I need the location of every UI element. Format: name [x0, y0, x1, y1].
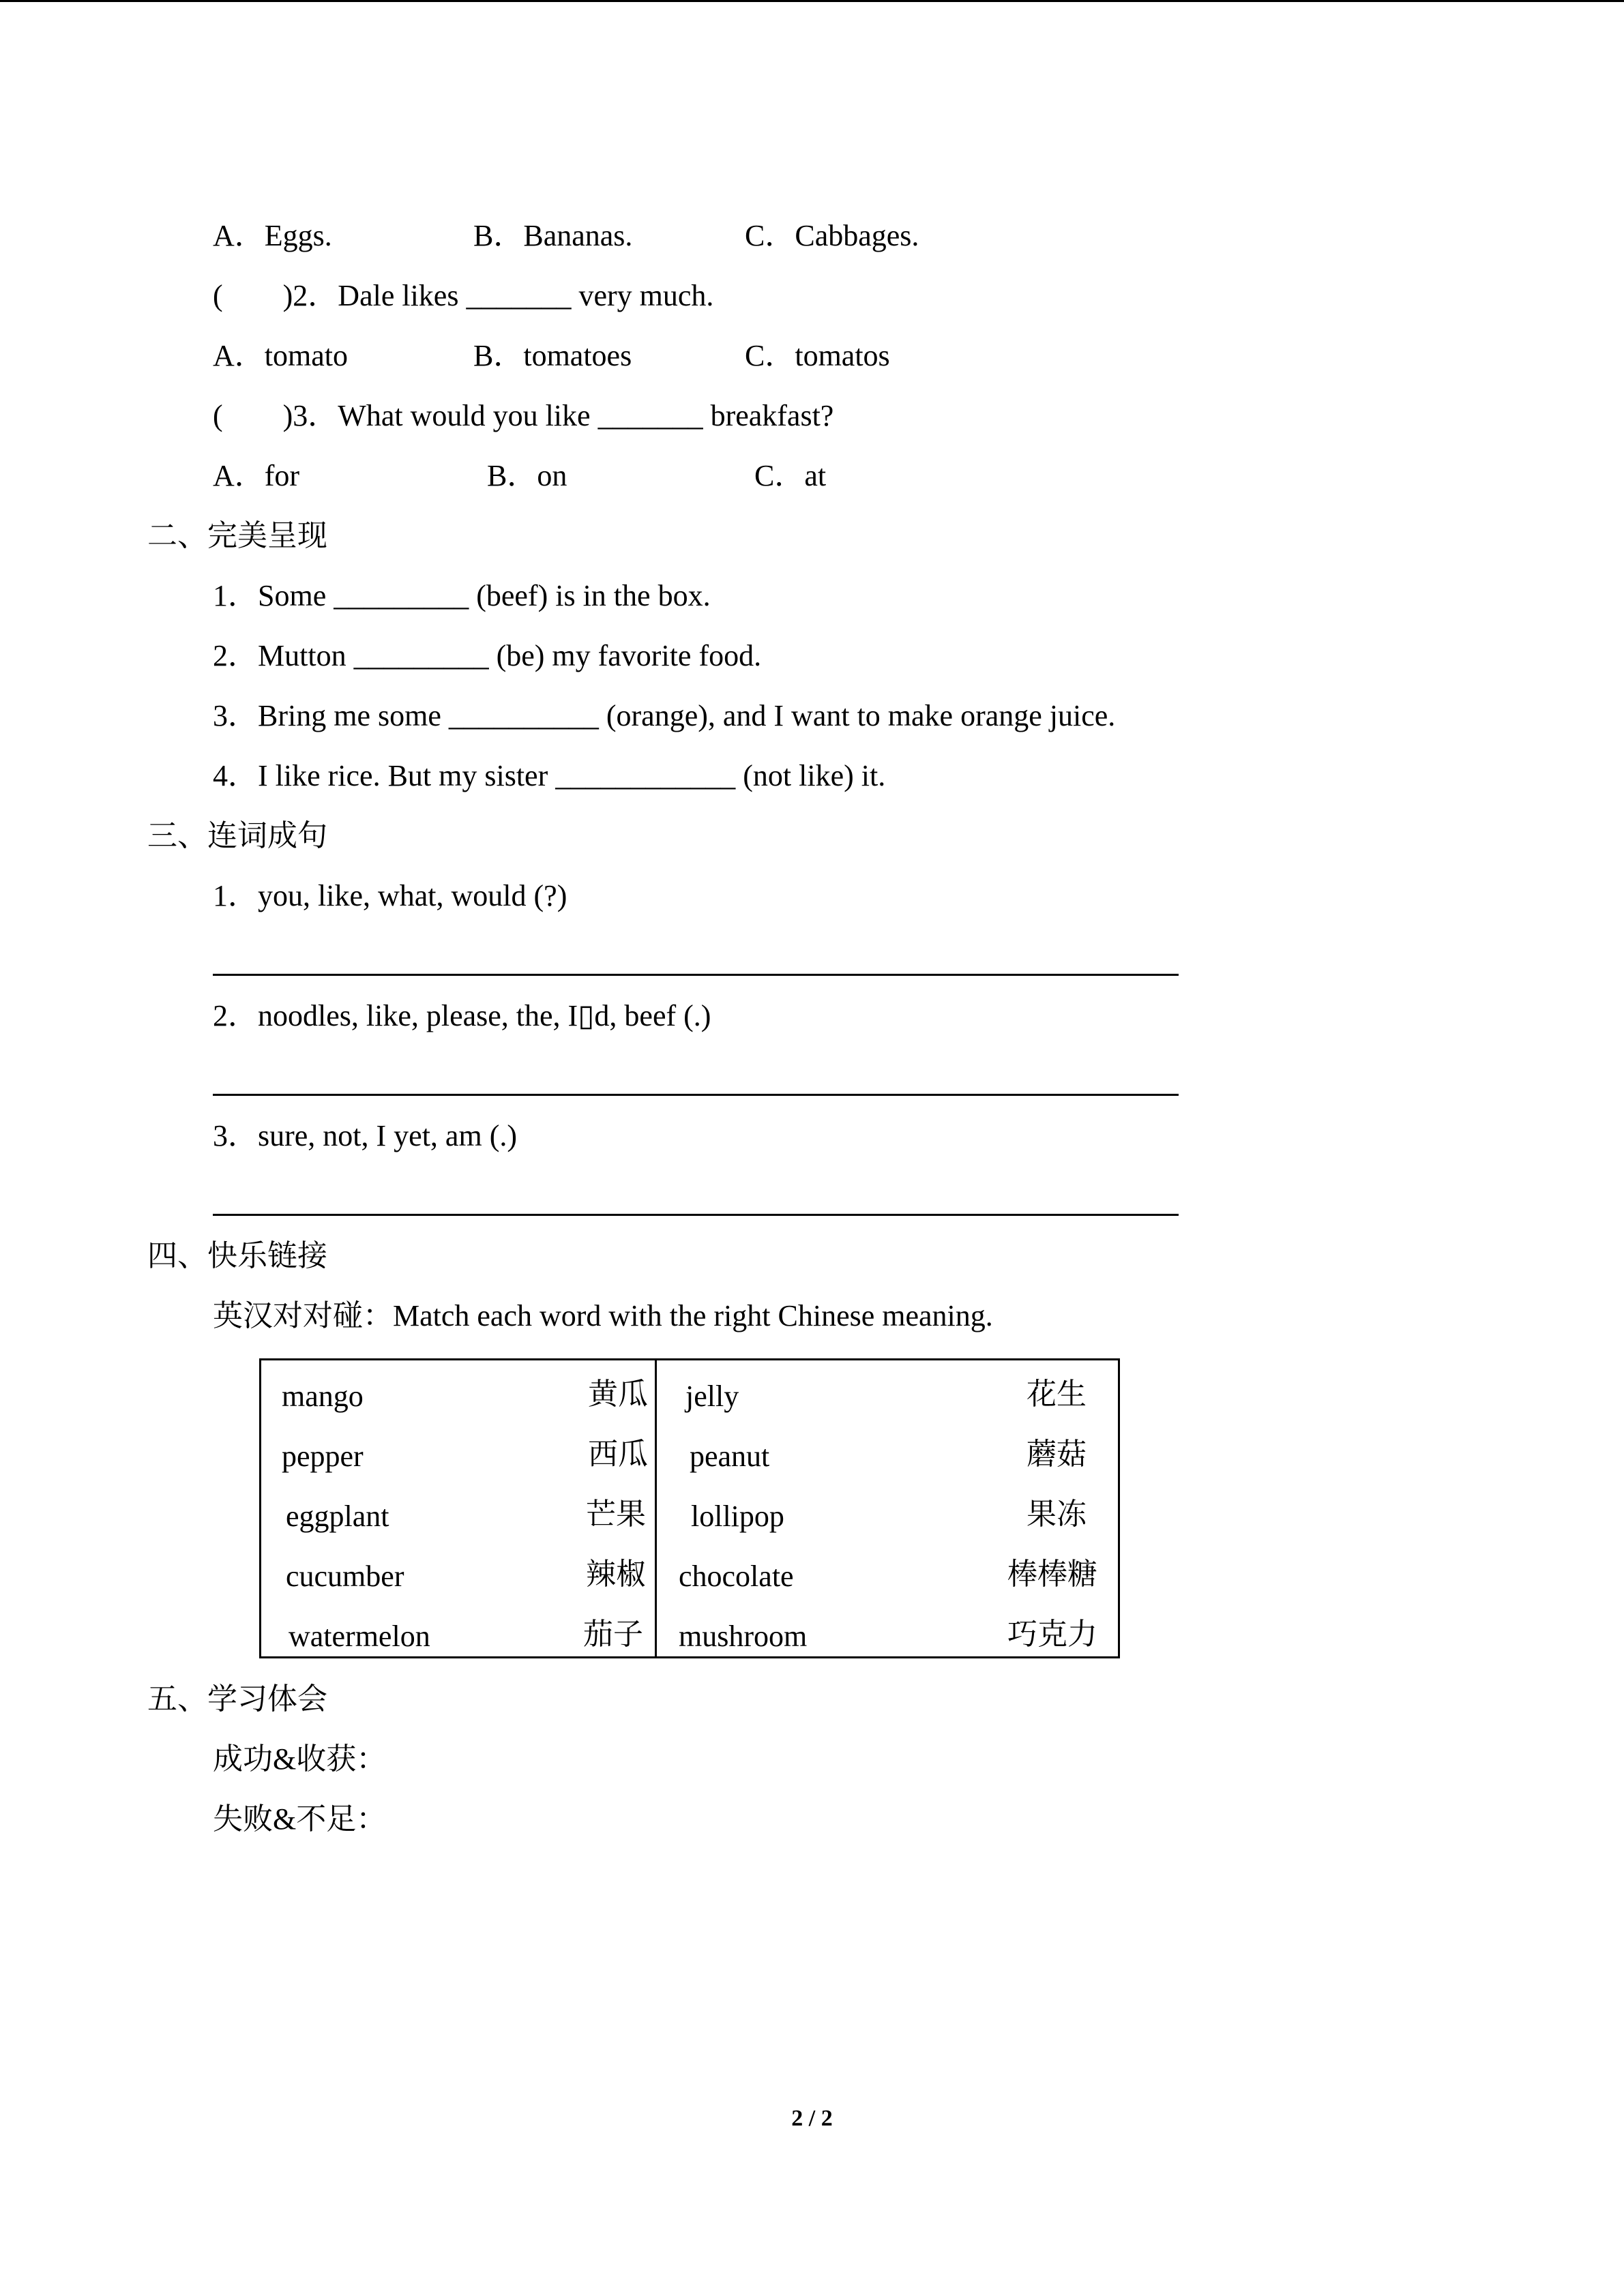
q2-option-c: C．tomatos: [745, 339, 890, 372]
section-2-item-2: 2．Mutton _________ (be) my favorite food.: [213, 639, 762, 672]
question-2: ( )2．Dale likes _______ very much.: [213, 279, 714, 312]
left-word-2: pepper: [282, 1440, 364, 1473]
section-5-failure: 失败&不足：: [213, 1802, 387, 1836]
section-3-item-3: 3．sure, not, I yet, am (.): [213, 1119, 517, 1152]
left-meaning-3: 芒果: [586, 1497, 646, 1531]
section-2-item-3: 3．Bring me some __________ (orange), and I want to make orange juice.: [213, 699, 1116, 732]
right-word-5: mushroom: [679, 1620, 808, 1653]
right-meaning-5: 巧克力: [1007, 1617, 1097, 1651]
section-5-title: 五、学习体会: [147, 1682, 327, 1716]
q2-option-b: B．tomatoes: [473, 339, 632, 372]
right-word-2: peanut: [690, 1440, 770, 1473]
left-meaning-4: 辣椒: [586, 1557, 646, 1591]
answer-line-2: [213, 1094, 1179, 1096]
q1-option-b: B．Bananas.: [473, 219, 633, 252]
question-3: ( )3．What would you like _______ breakfast?: [213, 399, 834, 432]
right-word-3: lollipop: [691, 1500, 784, 1533]
left-meaning-2: 西瓜: [588, 1437, 648, 1471]
page-top-border: [0, 0, 1624, 2]
section-4-title: 四、快乐链接: [147, 1239, 327, 1272]
left-meaning-1: 黄瓜: [588, 1377, 648, 1411]
section-3-item-1: 1．you, like, what, would (?): [213, 879, 567, 912]
left-word-3: eggplant: [286, 1500, 389, 1533]
table-divider: [655, 1360, 657, 1656]
q1-option-c: C．Cabbages.: [745, 219, 919, 252]
section-3-item-2: 2．noodles, like, please, the, I▯d, beef (.): [213, 999, 711, 1032]
right-meaning-4: 棒棒糖: [1007, 1557, 1097, 1591]
answer-line-1: [213, 974, 1179, 976]
section-2-item-1: 1．Some _________ (beef) is in the box.: [213, 579, 711, 612]
right-meaning-1: 花生: [1027, 1377, 1087, 1411]
right-word-1: jelly: [685, 1380, 739, 1413]
matching-table: [259, 1358, 1120, 1658]
right-word-4: chocolate: [679, 1560, 794, 1593]
left-word-4: cucumber: [286, 1560, 404, 1593]
left-meaning-5: 茄子: [583, 1617, 643, 1651]
q3-option-a: A．for: [213, 459, 300, 492]
right-meaning-3: 果冻: [1027, 1497, 1087, 1531]
page-number: 2 / 2: [791, 2106, 833, 2131]
section-4-instruction: 英汉对对碰：Match each word with the right Chinese meaning.: [213, 1299, 993, 1332]
q3-option-b: B．on: [487, 459, 567, 492]
q1-option-a: A．Eggs.: [213, 219, 332, 252]
q2-option-a: A．tomato: [213, 339, 348, 372]
section-5-success: 成功&收获：: [213, 1742, 387, 1776]
right-meaning-2: 蘑菇: [1027, 1437, 1087, 1471]
section-2-item-4: 4．I like rice. But my sister ____________ (not like) it.: [213, 759, 886, 792]
answer-line-3: [213, 1214, 1179, 1216]
section-2-title: 二、完美呈现: [147, 519, 327, 552]
left-word-5: watermelon: [289, 1620, 430, 1653]
left-word-1: mango: [282, 1380, 364, 1413]
q3-option-c: C．at: [754, 459, 827, 492]
section-3-title: 三、连词成句: [147, 819, 327, 852]
